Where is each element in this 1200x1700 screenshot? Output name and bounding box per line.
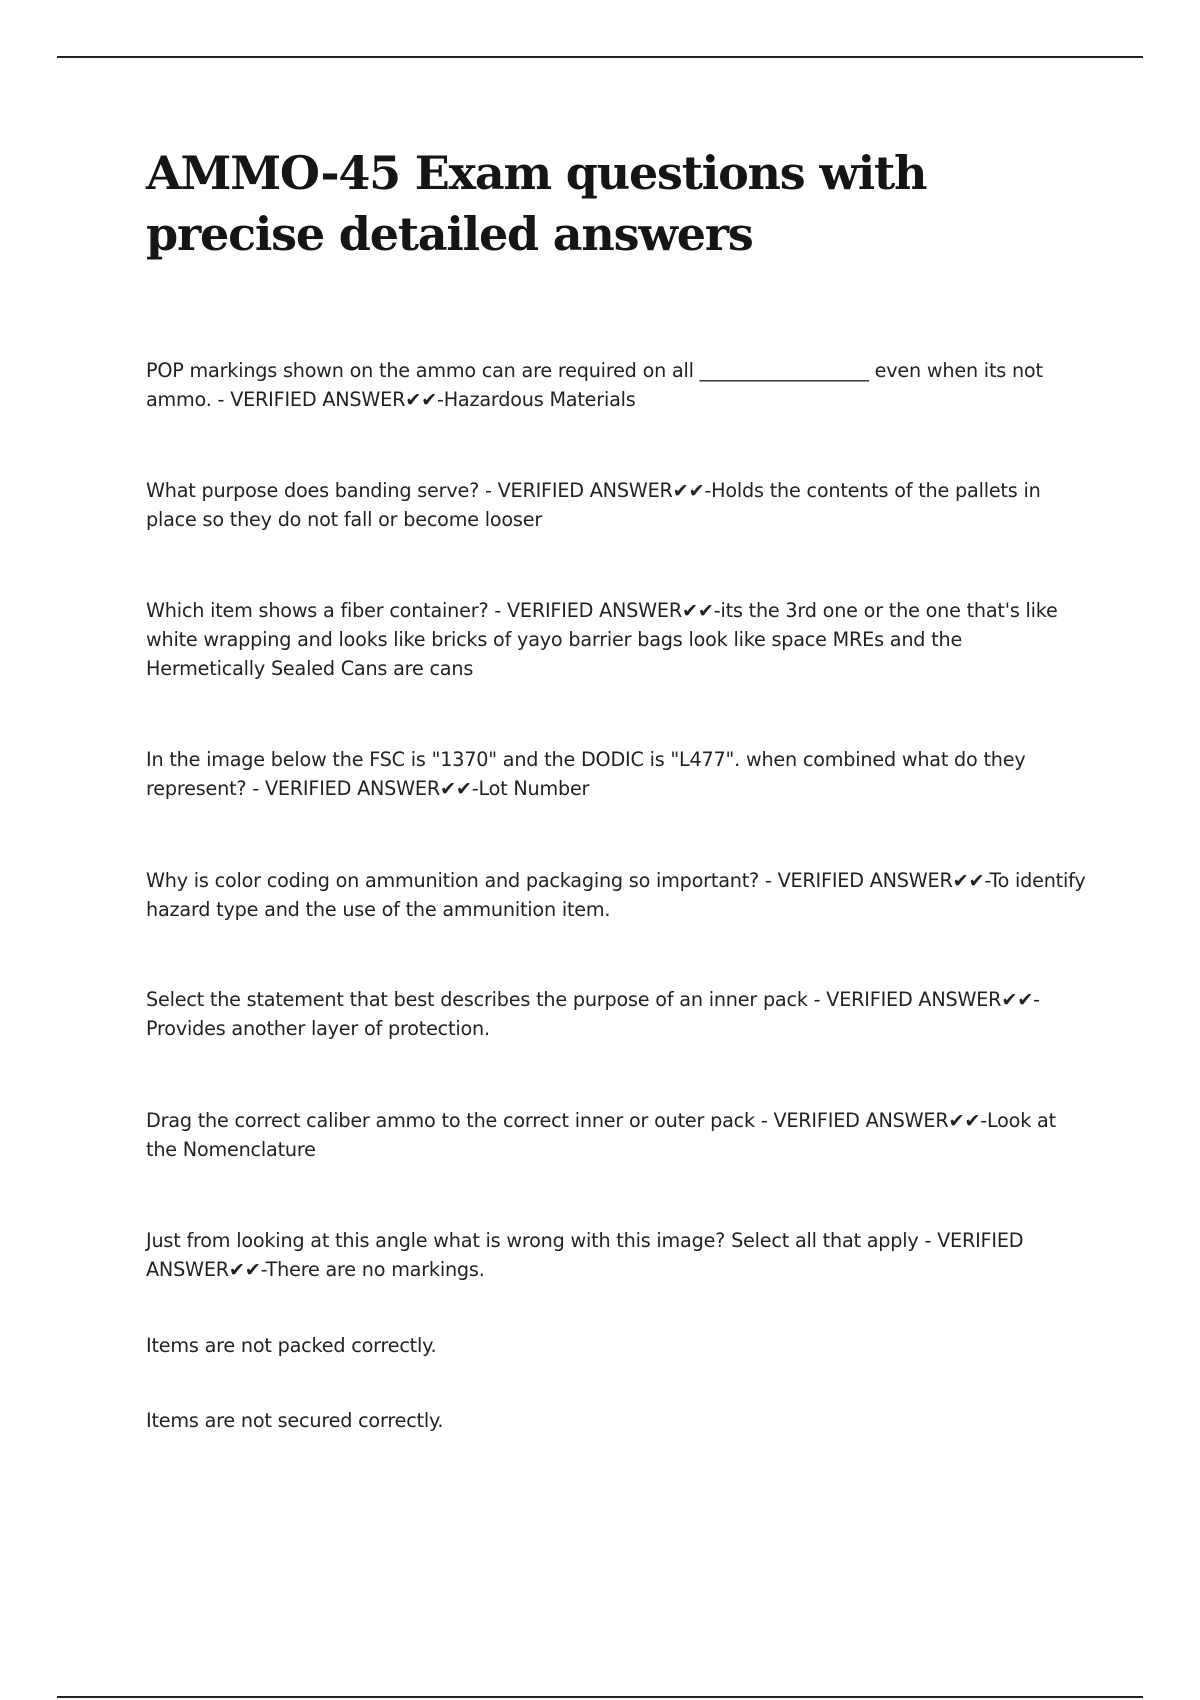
qa-item-4: In the image below the FSC is "1370" and the DODIC is "L477". when combined what do they represent? - VERIFIED ANSWER✔✔-Lot Number xyxy=(146,748,1026,800)
qa-item-7: Drag the correct caliber ammo to the correct inner or outer pack - VERIFIED ANSWER✔✔-Look at the Nomenclature xyxy=(146,1109,1056,1161)
question-text: Which item shows a fiber container? xyxy=(146,599,489,622)
verified-label: VERIFIED ANSWER✔✔ xyxy=(777,869,985,892)
question-text: Just from looking at this angle what is wrong with this image? Select all that apply xyxy=(146,1229,919,1252)
verified-label: VERIFIED ANSWER✔✔ xyxy=(826,988,1034,1011)
question-text: In the image below the FSC is "1370" and the DODIC is "L477". when combined what do they represent? xyxy=(146,748,1026,800)
verified-label: VERIFIED ANSWER✔✔ xyxy=(264,777,472,800)
extra-line-2: Items are not secured correctly. xyxy=(146,1409,444,1432)
answer-text: Look at the Nomenclature xyxy=(146,1109,1056,1161)
top-rule xyxy=(57,56,1143,58)
bottom-rule xyxy=(57,1696,1143,1698)
answer-text: To identify hazard type and the use of the ammunition item. xyxy=(146,869,1086,921)
answer-text: Hazardous Materials xyxy=(443,388,636,411)
verified-label: VERIFIED ANSWER✔✔ xyxy=(497,479,705,502)
qa-item-8: Just from looking at this angle what is wrong with this image? Select all that apply - VERIFIED ANSWER✔✔-There are no markings. xyxy=(146,1229,1024,1281)
question-text: Why is color coding on ammunition and packaging so important? xyxy=(146,869,760,892)
verified-label: VERIFIED ANSWER✔✔ xyxy=(230,388,437,411)
qa-item-1: POP markings shown on the ammo can are required on all __________________ even when its not ammo. - VERIFIED ANSWER✔✔-Hazardous Materials xyxy=(146,359,1043,411)
question-text: POP markings shown on the ammo can are required on all __________________ even when its not ammo. xyxy=(146,359,1043,411)
answer-text: Provides another layer of protection. xyxy=(146,1017,490,1040)
qa-item-2: What purpose does banding serve? - VERIFIED ANSWER✔✔-Holds the contents of the pallets in place so they do not fall or become looser xyxy=(146,479,1041,531)
answer-text: Lot Number xyxy=(478,777,590,800)
answer-text: There are no markings. xyxy=(265,1258,485,1281)
answer-text: its the 3rd one or the one that's like white wrapping and looks like bricks of yayo barrier bags look like space MREs and the Hermetically Sealed Cans are cans xyxy=(146,599,1058,680)
answer-text: Holds the contents of the pallets in place so they do not fall or become looser xyxy=(146,479,1041,531)
question-text: Drag the correct caliber ammo to the correct inner or outer pack xyxy=(146,1109,755,1132)
verified-label: VERIFIED ANSWER✔✔ xyxy=(506,599,714,622)
qa-item-3: Which item shows a fiber container? - VERIFIED ANSWER✔✔-its the 3rd one or the one that's like white wrapping and looks like bricks of yayo barrier bags look like space MREs and the Hermetically Sealed Cans are cans xyxy=(146,599,1058,680)
qa-item-6: Select the statement that best describes the purpose of an inner pack - VERIFIED ANSWER✔✔-Provides another layer of protection. xyxy=(146,988,1040,1040)
question-text: What purpose does banding serve? xyxy=(146,479,480,502)
extra-line-1: Items are not packed correctly. xyxy=(146,1334,437,1357)
verified-label: VERIFIED ANSWER✔✔ xyxy=(146,1229,1024,1281)
document-title: AMMO-45 Exam questions with precise detailed answers xyxy=(146,146,927,261)
qa-item-5: Why is color coding on ammunition and packaging so important? - VERIFIED ANSWER✔✔-To identify hazard type and the use of the ammunition item. xyxy=(146,869,1086,921)
question-text: Select the statement that best describes the purpose of an inner pack xyxy=(146,988,808,1011)
verified-label: VERIFIED ANSWER✔✔ xyxy=(773,1109,981,1132)
